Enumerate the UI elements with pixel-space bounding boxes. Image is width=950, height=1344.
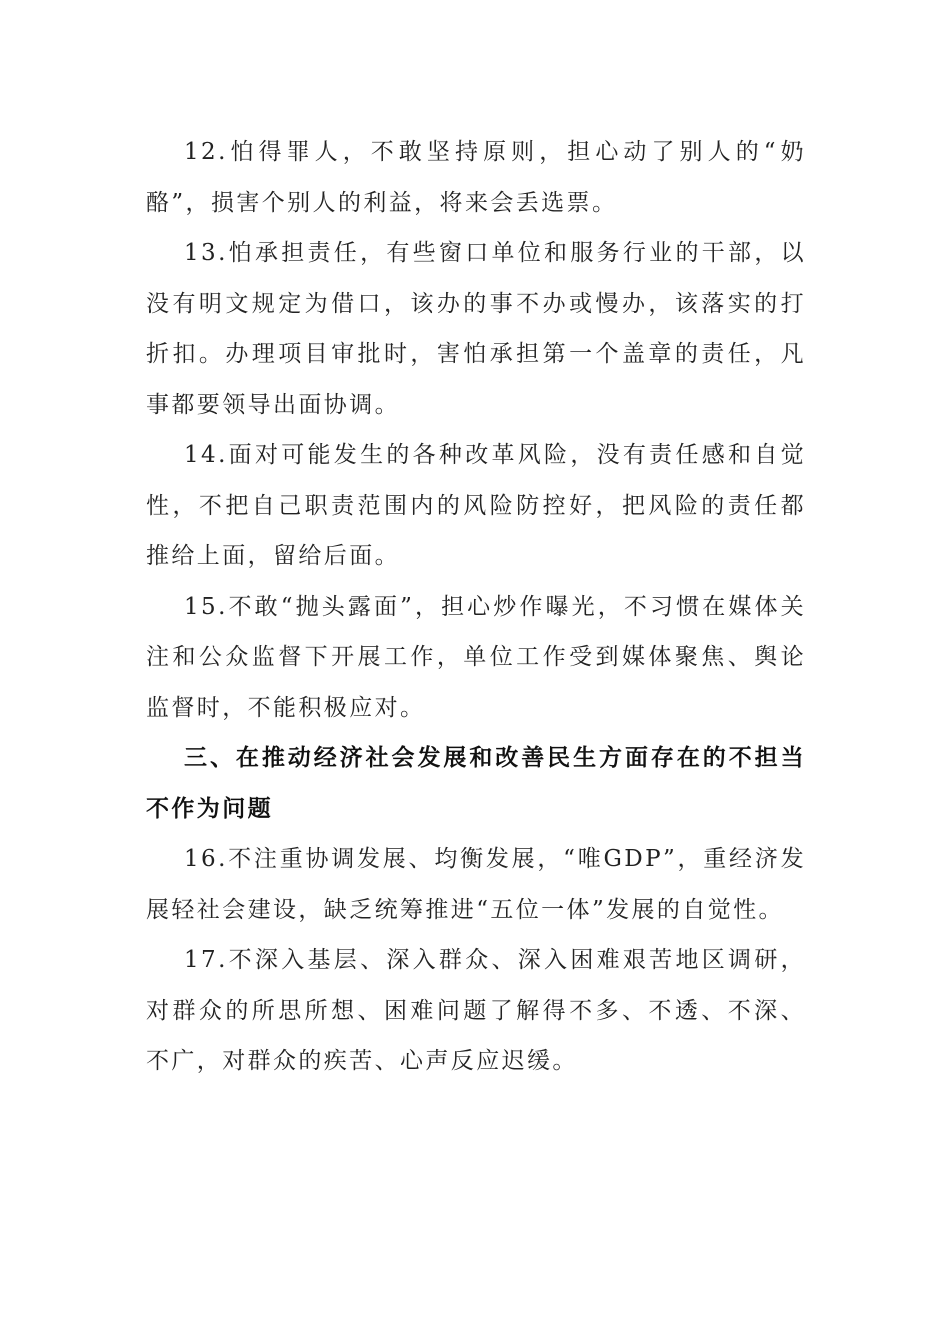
paragraph-item-13: 13.怕承担责任，有些窗口单位和服务行业的干部，以没有明文规定为借口，该办的事不办或慢办，该落实的打折扣。办理项目审批时，害怕承担第一个盖章的责任，凡事都要领导出面协调。 xyxy=(146,240,806,418)
section-heading-3: 三、在推动经济社会发展和改善民生方面存在的不担当不作为问题 xyxy=(146,745,806,822)
document-body xyxy=(146,127,806,1087)
paragraph-item-12: 12.怕得罪人，不敢坚持原则，担心动了别人的“奶酪”，损害个别人的利益，将来会丢选票。 xyxy=(146,139,806,216)
paragraph-item-14: 14.面对可能发生的各种改革风险，没有责任感和自觉性，不把自己职责范围内的风险防控好，把风险的责任都推给上面，留给后面。 xyxy=(146,442,806,569)
paragraph-item-17: 17.不深入基层、深入群众、深入困难艰苦地区调研，对群众的所思所想、困难问题了解得不多、不透、不深、不广，对群众的疾苦、心声反应迟缓。 xyxy=(146,947,806,1074)
paragraph-item-16: 16.不注重协调发展、均衡发展，“唯GDP”，重经济发展轻社会建设，缺乏统筹推进“五位一体”发展的自觉性。 xyxy=(146,846,806,923)
paragraph-item-15: 15.不敢“抛头露面”，担心炒作曝光，不习惯在媒体关注和公众监督下开展工作，单位工作受到媒体聚焦、舆论监督时，不能积极应对。 xyxy=(146,593,806,721)
